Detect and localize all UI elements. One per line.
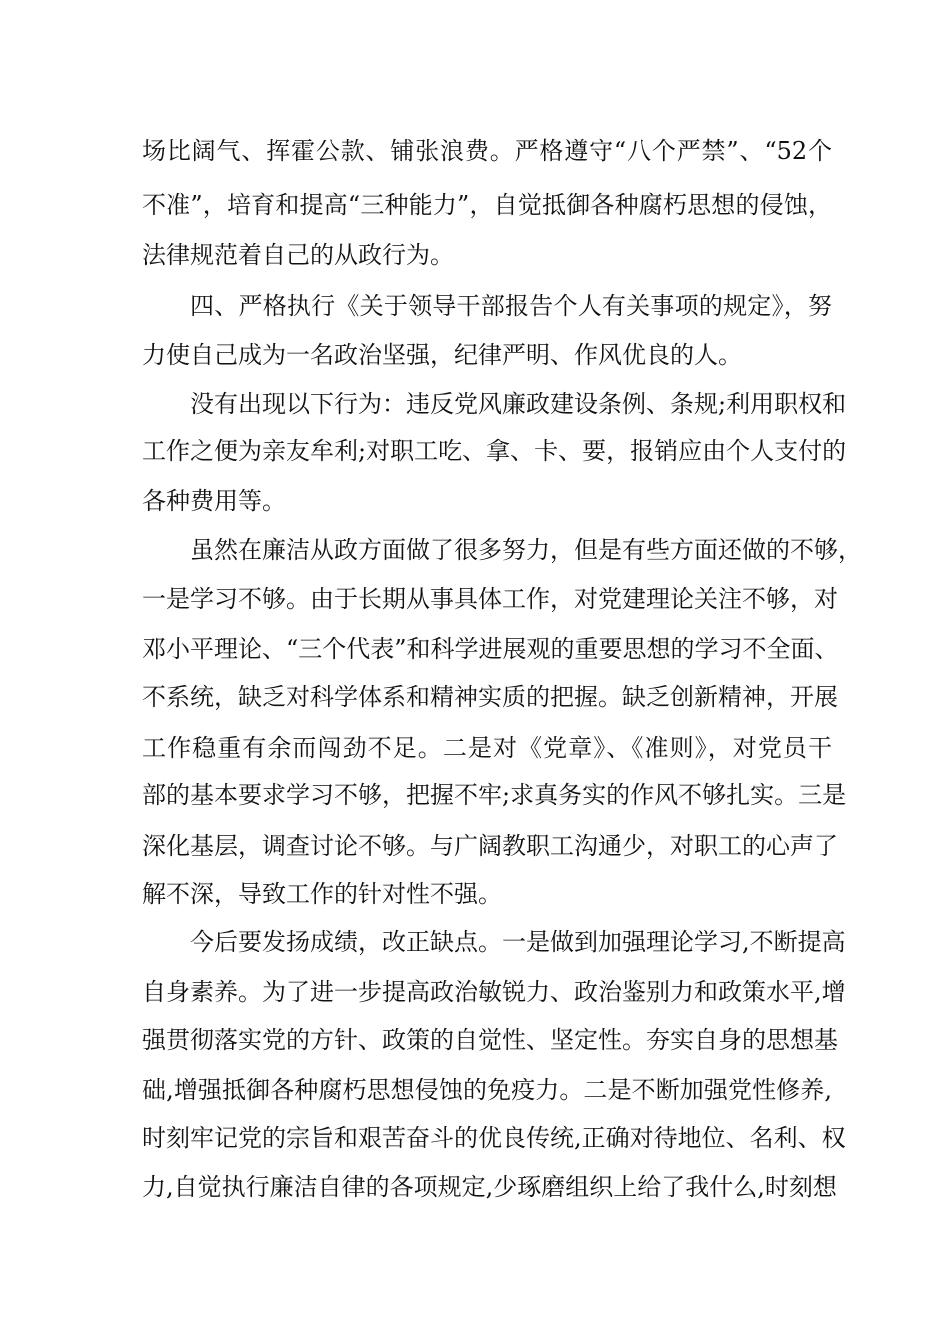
text-line: 不准”，培育和提高“三种能力”，自觉抵御各种腐朽思想的侵蚀， [142,191,832,219]
text-line: 力,自觉执行廉洁自律的各项规定,少琢磨组织上给了我什么,时刻想 [142,1173,837,1201]
text-line: 工作稳重有余而闯劲不足。二是对《党章》、《准则》，对党员干 [142,734,832,762]
text-line: 强贯彻落实党的方针、政策的自觉性、坚定性。夯实自身的思想基 [142,1026,838,1054]
text-line: 深化基层，调查讨论不够。与广阔教职工沟通少，对职工的心声了 [142,832,838,860]
text-line: 法律规范着自己的从政行为。 [142,241,454,269]
text-line: 邓小平理论、“三个代表”和科学进展观的重要思想的学习不全面、 [142,635,839,663]
text-line: 不系统，缺乏对科学体系和精神实质的把握。缺乏创新精神，开展 [142,683,838,711]
text-line: 一是学习不够。由于长期从事具体工作，对党建理论关注不够，对 [142,585,838,613]
text-line: 自身素养。为了进一步提高政治敏锐力、政治鉴别力和政策水平,增 [142,978,846,1006]
text-line: 各种费用等。 [142,487,286,515]
text-line: 力使自己成为一名政治坚强，纪律严明、作风优良的人。 [142,341,742,369]
paragraph-first-line: 四、严格执行《关于领导干部报告个人有关事项的规定》，努 [190,292,832,320]
text-line: 部的基本要求学习不够，把握不牢;求真务实的作风不够扎实。三是 [142,781,847,809]
text-line: 场比阔气、挥霍公款、铺张浪费。严格遵守“八个严禁”、“52个 [142,137,832,165]
paragraph-first-line: 今后要发扬成绩，改正缺点。一是做到加强理论学习,不断提高 [190,928,846,956]
text-line: 础,增强抵御各种腐朽思想侵蚀的免疫力。二是不断加强党性修养, [142,1076,832,1104]
paragraph-first-line: 虽然在廉洁从政方面做了很多努力，但是有些方面还做的不够， [190,536,862,564]
paragraph-first-line: 没有出现以下行为：违反党风廉政建设条例、条规;利用职权和 [190,390,847,418]
text-line: 工作之便为亲友牟利;对职工吃、拿、卡、要，报销应由个人支付的 [142,437,847,465]
text-line: 时刻牢记党的宗旨和艰苦奋斗的优良传统,正确对待地位、名利、权 [142,1124,846,1152]
text-line: 解不深，导致工作的针对性不强。 [142,880,502,908]
